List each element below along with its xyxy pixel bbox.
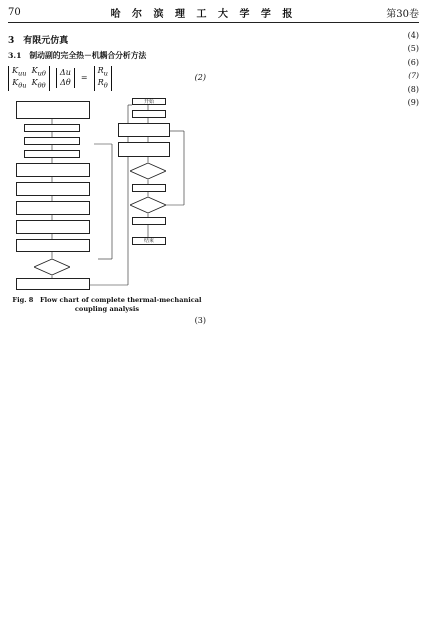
equation-number: (3) (194, 316, 206, 326)
equation-3 (8, 316, 206, 326)
equation-7 (220, 71, 419, 81)
increment-vector: Δu Δθ (56, 68, 75, 88)
flow-chart (8, 97, 206, 293)
flow-node (24, 137, 80, 145)
flow-decision (34, 259, 70, 275)
equation-number: (4) (407, 31, 419, 40)
flow-node (132, 110, 166, 118)
flow-node (16, 278, 90, 290)
flow-node (118, 142, 170, 157)
equation-number: (8) (407, 84, 419, 94)
flow-node (16, 239, 90, 252)
residual-vector: $R_u$ $R_\theta$ (94, 66, 112, 91)
flow-node (132, 217, 166, 225)
subsection-title: 3.1 制动副的完全热－机耦合分析方法 (8, 51, 147, 61)
header-rule (8, 22, 419, 23)
volume-label: 第30卷 (386, 8, 419, 20)
running-header (8, 4, 419, 20)
equation-number: (9) (407, 98, 419, 108)
equation-number: (2) (194, 73, 206, 83)
equation-4 (220, 31, 419, 41)
stiffness-matrix: $K_{uu}$ $K_{u\theta}$ $K_{\theta u}$ $K_{\theta\theta}$ (8, 66, 50, 91)
equation-number: (5) (407, 44, 419, 54)
flow-node (16, 201, 90, 215)
flow-node (118, 123, 170, 137)
flow-node (24, 150, 80, 158)
equation-6 (220, 58, 419, 68)
equation-number: (6) (407, 57, 419, 67)
page-number: 70 (8, 6, 21, 18)
right-column (220, 28, 419, 111)
journal-name: 哈 尔 滨 理 工 大 学 学 报 (110, 8, 297, 20)
figure-caption-en: Fig. 8 Flow chart of complete thermal-mechanical coupling analysis (12, 296, 202, 313)
flow-decision (130, 163, 166, 179)
left-column (8, 28, 206, 330)
equation-2: $K_{uu}$ $K_{u\theta}$ $K_{\theta u}$ $K_{\theta\theta}$ Δu Δθ = $R_u$ $R_\theta$ (2) (8, 66, 206, 91)
flow-node (16, 101, 90, 119)
flow-node (24, 124, 80, 132)
equation-9 (220, 98, 419, 108)
flow-decision (130, 197, 166, 213)
flow-node (16, 163, 90, 177)
equation-8 (220, 85, 419, 95)
flow-end: 结束 (132, 237, 166, 245)
equation-number: (7) (408, 71, 419, 81)
flow-node (16, 220, 90, 234)
flow-start: 开始 (132, 98, 166, 105)
flow-node (132, 184, 166, 192)
flow-node (16, 182, 90, 196)
section-title: 3 有限元仿真 (8, 36, 69, 46)
equation-5 (220, 44, 419, 54)
